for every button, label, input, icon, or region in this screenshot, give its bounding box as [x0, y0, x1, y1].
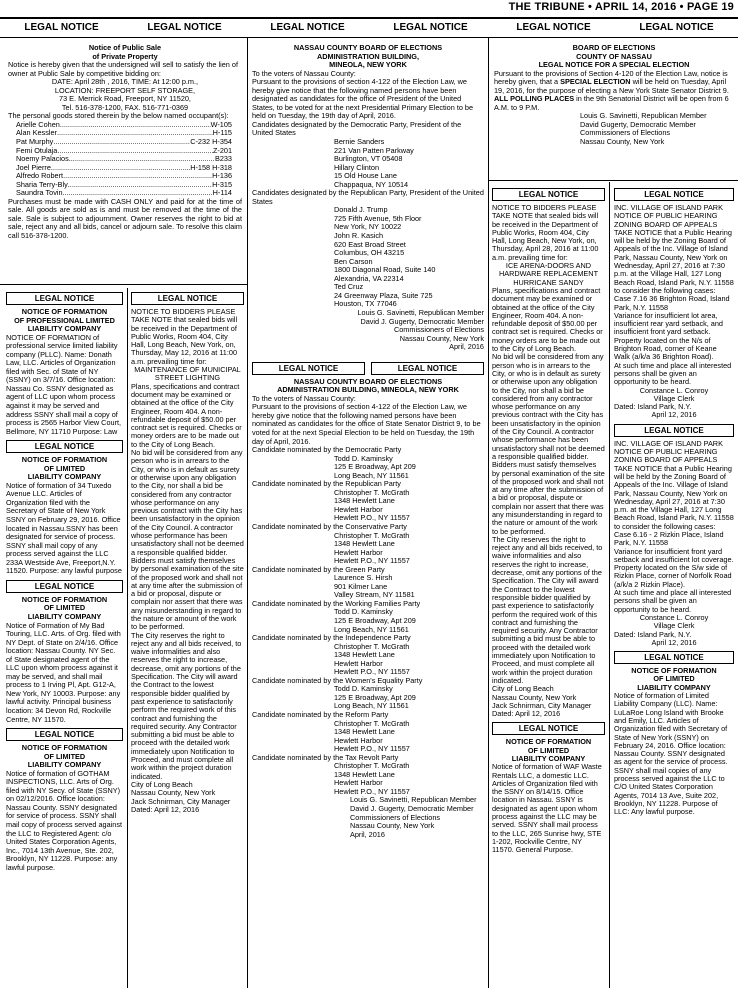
notice-text: Plans, specifications and contract document may be examined or obtained at the office of the City Engineer, Room 404. A non-refundable deposit of $50.00 per contract set is required. Checks or money orders are to be made out to the City of Long Beach. No bid will be considered from any person who is in arrears to the City, or who is in default as surety or otherwise upon any obligation to the City, nor shall a bid be considered from any contractor whose performance on any previous contract with the City has been unsatisfactory in the opinion of the City Council. A contractor whose performance has been unsatisfactory shall not be deemed a responsible qualified bidder. Bidders must satisfy themselves by personal examination of the site of the proposed work and shall not at any time after the submission of a bid or proposal, dispute or complain nor assert that there was any misunderstanding in regard to the nature or amount of the work to be performed. The City reserves the right to reject any and all bids received, to waive informalities and also reserves the right to increase, decrease, omit any portions of the Specification. The City will award the Contract to the lowest responsible bidder qualified by past experience to satisfactorily perform the required work of this contract and furnishing the required security. Any Contractor submitting a bid must be able to proceed with the detailed work immediately upon Notification to Proceed, and must complete all work within the project duration indicated. [131, 381, 244, 781]
notice-text: Candidates designated by the Democratic Party, President of the United States [252, 119, 462, 138]
candidate-address: Christopher T. McGrath 1348 Hewlett Lane Hewlett Harbor Hewlett P.O., NY 11557 [334, 718, 410, 754]
signature-block: Louis G. Savinetti, Republican Member David J. Gugerty, Democratic Member Commissioners of Elections Nassau County, New York April, 2016 [357, 307, 484, 352]
signature-line: Dated: April 12, 2016 [492, 709, 561, 719]
masthead-rule [0, 17, 738, 19]
notice-title: LEGAL NOTICE FOR A SPECIAL ELECTION [538, 60, 690, 70]
signature-block: Constance L. Conroy Village Clerk [639, 612, 709, 631]
party-heading: Candidate nominated by the Democratic Party [252, 445, 402, 455]
section-rule [488, 180, 738, 181]
notice-text: Pursuant to the provisions of section 4-122 of the Election Law, we hereby give notice that the following named persons have been nominated as candidates for the office of State Senator District 9, to be voted for at the next Special Election to be held on Tuesday, the 19th day of April, 2016. [252, 402, 481, 446]
signature-line: Jack Schnirman, City Manager [492, 700, 592, 710]
candidate-address: Christopher T. McGrath 1348 Hewlett Lane Hewlett Harbor Hewlett P.O., NY 11557 [334, 530, 410, 566]
list-item: Noemy Palacios ..... B233 [16, 155, 232, 164]
signature-line: Nassau County, New York [492, 692, 577, 702]
section-rule [0, 284, 247, 285]
notice-title: COUNTY OF NASSAU [576, 51, 652, 61]
notice-line: Tel. 516-378-1200, FAX. 516-771-0369 [61, 102, 189, 112]
legal-notice-header: LEGAL NOTICE [614, 651, 734, 664]
notice-text: INC. VILLAGE OF ISLAND PARK NOTICE OF PUBLIC HEARING ZONING BOARD OF APPEALS TAKE NOTICE that a Public Hearing will be held by the Zoning Board of Appeals of the Inc. Village of Island Park, Nassau County, New York on Wednesday, April 27, 2016 at 7:30 p.m. at the Village Hall, 127 Long Beach Road, Island Park, N.Y. 11558 to consider the following cases: Case 6.16 - 2 Rizkin Place, Island Park, N.Y. 11558 Variance for insufficient front yard setback and insufficient lot coverage. Property located on the S/w side of Rizkin Place, corner of Norfolk Road (a/k/a 2 Rizkin Place). At such time and place all interested persons shall be given an opportunity to be heard. [614, 438, 734, 614]
notice-text: NOTICE OF FORMATION of professional service limited liability company (PLLC). Name: Donath Law, LLC. Articles of Organization filed with Sec. of State of NY (SSNY) on 3/7/16. Office location: Nassau Co. SSNY designated as agent of LLC upon whom process against it may be served and address SSNY shall mail a copy of process is 2565 Harbor View Court, Bellmore, NY 11710 Purpose: Law [6, 332, 122, 436]
notice-text: Notice of Formation of My Bad Touring, LLC. Arts. of Org. filed with NY Dept. of State on 2/4/16. Office location: Nassau County. NY Sec. of State designated agent of the LLC upon whom process against it may be served, and shall mail process to 1 Irving Pl, Apt. G12-A, New York, NY 10003. Purpose: any lawful activity. Principal business location: 34 Devon Rd, Rockville Centre, NY 11570. [6, 620, 121, 724]
section-rule [0, 37, 738, 38]
notice-item: HARDWARE REPLACEMENT [498, 269, 599, 279]
notice-text: Notice of formation of Limited Liability Company (LLC). Name: LuLaRoe Long Island with Brooke and Emily, LLC. Articles of Organization filed with Secretary of State of New York (SSNY) on February 24, 2016. Office location: Nassau County. SSNY designated as agent for the service of process. SSNY shall mail copies of any process served against the LLC to C/O United States Corporation Agents, 7014 13 Ave, Suite 202, Brooklyn, NY 11228. Purpose of LLC: Any lawful purpose. [614, 691, 728, 817]
notice-title: NOTICE OF FORMATION [505, 737, 592, 747]
list-item: Femi Otulaja ..... Z-201 [16, 147, 232, 156]
legal-notice-header-row [252, 358, 484, 378]
list-item: Arielle Cohen ..... W-105 [16, 121, 232, 130]
notice-title: NOTICE OF FORMATION [21, 743, 108, 753]
signature-block: Constance L. Conroy Village Clerk [639, 385, 709, 403]
column-2 [131, 288, 244, 814]
column-divider [609, 182, 610, 988]
notice-title: ADMINISTRATION BUILDING, MINEOLA, NEW YORK [277, 385, 459, 395]
column-3 [252, 44, 484, 839]
notice-title: NASSAU COUNTY BOARD OF ELECTIONS [293, 376, 443, 386]
list-item: Alan Kessler ..... H-115 [16, 129, 232, 138]
section-header: LEGAL NOTICE [270, 22, 345, 33]
candidate-address: Todd D. Kaminsky 125 E Broadway, Apt 209 Long Beach, NY 11561 [334, 453, 416, 480]
section-header: LEGAL NOTICE [393, 22, 468, 33]
notice-line: LOCATION: FREEPORT SELF STORAGE, [54, 85, 196, 95]
party-heading: Candidate nominated by the Independence Party [252, 633, 411, 643]
notice-title: OF LIMITED [653, 674, 695, 684]
candidate-groups [252, 446, 484, 796]
notice-text: To the voters of Nassau County: [252, 68, 356, 78]
signature-line: April 12, 2016 [651, 637, 697, 647]
candidate-list: Bernie Sanders 221 Van Patten Parkway Burlington, VT 05408 Hillary Clinton 15 Old House Lane Chappaqua, NY 10514 [334, 137, 414, 189]
list-item: Sharia Terry-Bly ..... H-315 [16, 181, 232, 190]
notice-text: Notice of formation of GOTHAM INSPECTIONS, LLC. Arts of Org. filed with NY Secy. of State (SSNY) on 02/12/2016. Office location: Nassau County. SSNY designated for service of process. SSNY shall mail copy of process served against the LLC to Registered Agent: c/o United States Corporation Agents, Inc., 7014 13th Avenue, Ste. 202, Brooklyn, NY 11228. Purpose: any lawful purpose. [6, 768, 122, 872]
notice-text: Notice is hereby given that the undersigned will sell to satisfy the lien of owner at Public Sale by competitive bidding on: [8, 60, 238, 78]
notice-text: Plans, specifications and contract document may be examined or obtained at the office of the City Engineer, Room 404. A non-refundable deposit of $50.00 per contract set is required. Checks or money orders are to be made out to the City of Long Beach. No bid will be considered from any person who is in arrears to the City, or who is in default as surety or otherwise upon any obligation to the City, nor shall a bid be considered from any contractor whose performance on any previous contract with the City has been unsatisfactory in the opinion of the City Council. A contractor whose performance has been unsatisfactory shall not be deemed a responsible qualified bidder. Bidders must satisfy themselves by personal examination of the site of the proposed work and shall not at any time after the submission of a bid or proposal, dispute or complain nor assert that there was any misunderstanding in regard to the nature or amount of the work to be performed. The City reserves the right to reject any and all bids received, to waive informalities and also reserves the right to increase, decrease, omit any portions of the Specification. The City will award the Contract to the lowest responsible bidder qualified by past experience to satisfactorily perform the required work of this contract and furnishing the required security. Any Contractor submitting a bid must be able to proceed with the detailed work immediately upon Notification to Proceed, and must complete all work within the project duration indicated. [492, 285, 605, 685]
notice-text: INC. VILLAGE OF ISLAND PARK NOTICE OF PUBLIC HEARING ZONING BOARD OF APPEALS TAKE NOTICE that a Public Hearing will be held by the Zoning Board of Appeals of the Inc. Village of Island Park, Nassau County, New York on Wednesday, April 27, 2016 at 7:30 p.m. at the Village Hall, 127 Long Beach Road, Island Park, N.Y. 11558 to consider the following cases: Case 7.16 36 Brighton Road, Island Park, N.Y. 11558 Variance for insufficient lot area, insufficient rear yard setback, and insufficient front yard setback. Property located on the N/s of Brighton Road, corner of Keane Walk (a/k/a 36 Brighton Road). At such time and place all interested persons shall be given an opportunity to be heard. [614, 203, 734, 387]
list-item: Saundra Tovin ..... H-114 [16, 189, 232, 198]
legal-notice-header: LEGAL NOTICE [6, 580, 123, 593]
notice-text: Candidates designated by the Republican Party, President of the United States [252, 188, 484, 206]
notice-text: NOTICE TO BIDDERS PLEASE TAKE NOTE that sealed bids will be received in the Department of Public Works, Room 404, City Hall, Long Beach, New York, on, Thursday, May 12, 2016 at 11:00 a.m. prevailing time for: [131, 307, 238, 366]
notice-text: Pursuant to the provisions of Section 4-120 of the Election Law, notice is hereby given, that a SPECIAL ELECTION will be held on Tuesday, April 19, 2016, for the purpose of electing a New York State Senator District 9. [494, 68, 729, 95]
notice-title: LIABILITY COMPANY [27, 611, 102, 621]
notice-title: OF LIMITED [527, 745, 570, 755]
legal-notice-header: LEGAL NOTICE [614, 188, 734, 201]
signature-line: City of Long Beach [492, 684, 554, 694]
notice-title: LIABILITY COMPANY [637, 682, 711, 692]
legal-notice-header: LEGAL NOTICE [6, 728, 123, 741]
notice-title: LIABILITY COMPANY [27, 472, 102, 482]
column-divider [127, 288, 128, 988]
legal-notice-header: LEGAL NOTICE [131, 292, 244, 305]
section-headers [0, 20, 738, 36]
signature-line: Dated: Island Park, N.Y. [614, 402, 692, 412]
notice-text: Purchases must be made with CASH ONLY and paid for at the time of sale. All goods are sold as is and must be removed at the time of the sale. Sale is subject to adjournment. Owner reserves the right to bid at sale, reject any and all bids, cancel or adjourn sale. To resolve this claim call 516-378-1200. [8, 196, 242, 241]
occupant-list [8, 121, 242, 198]
signature-block: Louis G. Savinetti, Republican Member David J. Gugerty, Democratic Member Commissioners of Elections Nassau County, New York April, 2016 [350, 795, 477, 839]
party-heading: Candidate nominated by the Republican Party [252, 479, 401, 489]
column-5 [614, 184, 734, 816]
legal-notice-header: LEGAL NOTICE [492, 188, 605, 201]
notice-text: ALL POLLING PLACES in the 9th Senatorial District will be open from 6 A.M. to 9 P.M. [494, 94, 729, 112]
notice-line: 73 E. Merrick Road, Freeport, NY 11520, [59, 94, 191, 104]
legal-notice-header: LEGAL NOTICE [6, 440, 123, 453]
notice-title: NOTICE OF FORMATION [21, 307, 108, 316]
legal-notice-header: LEGAL NOTICE [6, 292, 123, 305]
signature-block: Louis G. Savinetti, Republican Member David Gugerty, Democratic Member Commissioners of Elections Nassau County, New York [580, 111, 707, 147]
notice-text: NOTICE TO BIDDERS PLEASE TAKE NOTE that sealed bids will be received in the Department of Public Works, Room 404, City Hall, Long Beach, New York, on, Thursday, April 28, 2016 at 11:00 a.m. prevailing time for: [492, 203, 599, 262]
notice-subtitle: of Private Property [92, 51, 158, 61]
notice-title: LIABILITY COMPANY [27, 324, 102, 334]
party-heading: Candidate nominated by the Working Families Party [252, 598, 421, 608]
candidate-address: Christopher T. McGrath 1348 Hewlett Lane Hewlett Harbor Hewlett P.O., NY 11557 [334, 761, 410, 796]
column-1 [6, 288, 123, 872]
signature-line: April 12, 2016 [651, 410, 697, 420]
candidate-list: Donald J. Trump 725 Fifth Avenue, 5th Floor New York, NY 10022 John R. Kasich 620 East Broad Street Columbus, OH 43215 Ben Carson 1800 Diagonal Road, Suite 140 Alexandria, VA 22314 Ted Cruz 24 Greenway Plaza, Suite 725 Houston, TX 77046 [334, 205, 436, 309]
party-heading: Candidate nominated by the Women's Equality Party [252, 675, 423, 685]
section-header: LEGAL NOTICE [147, 22, 222, 33]
notice-title: ADMINISTRATION BUILDING, [316, 51, 419, 61]
party-heading: Candidate nominated by the Reform Party [252, 710, 389, 720]
notice-title: Notice of Public Sale [88, 44, 162, 52]
section-header: LEGAL NOTICE [516, 22, 591, 33]
signature-line: Nassau County, New York [131, 788, 216, 798]
notice-item: MAINTENANCE OF MUNICIPAL STREET LIGHTING [134, 365, 241, 383]
masthead-text: THE TRIBUNE • APRIL 14, 2016 • PAGE 19 [508, 1, 734, 13]
list-item: Alfredo Robert ..... H-136 [16, 172, 232, 181]
candidate-address: Laurence S. Hirsh 901 Kilmer Lane Valley Stream, NY 11581 [334, 573, 415, 600]
column-4 [492, 184, 605, 855]
notice-title: BOARD OF ELECTIONS [572, 44, 656, 52]
notice-text: To the voters of Nassau County: [252, 393, 356, 403]
notice-text: Notice of formation of WAF Waste Rentals LLC, a domestic LLC. Articles of Organization filed with the SSNY on 8/14/15. Office location in Nassau. SSNY is designated as agent upon whom process against the LLC may be served. SSNY shall mail process to the LLC, 265 Sunrise hwy, STE 1-202, Rockville Centre, NY 11570. General Purpose. [492, 762, 602, 855]
candidate-address: Todd D. Kaminsky 125 E Broadway, Apt 209 Long Beach, NY 11561 [334, 684, 416, 711]
candidate-address: Todd D. Kaminsky 125 E Broadway, Apt 209 Long Beach, NY 11561 [334, 607, 416, 634]
signature-line: Dated: April 12, 2016 [131, 804, 200, 814]
notice-title: OF LIMITED [43, 751, 86, 761]
notice-text: Pursuant to the provisions of section 4-122 of the Election Law, we hereby give notice that the following named persons have been designated as candidates for the office of President of the United States, to be voted for at the next Presidential Primary Election to be held on Tuesday, the 19th day of April, 2016. [252, 77, 474, 121]
notice-item: ICE ARENA-DOORS AND [505, 261, 592, 271]
candidate-address: Christopher T. McGrath 1348 Hewlett Lane Hewlett Harbor Hewlett P.O., NY 11557 [334, 641, 410, 677]
signature-line: Jack Schnirman, City Manager [131, 796, 231, 806]
list-item: Pat Murphy ..... C-232 H-354 [16, 138, 232, 147]
notice-title: OF PROFESSIONAL LIMITED [14, 315, 115, 325]
legal-notice-header: LEGAL NOTICE [492, 722, 605, 735]
notice-title: OF LIMITED [43, 603, 86, 613]
notice-title: NOTICE OF FORMATION [631, 666, 717, 676]
notice-item: HURRICANE SANDY [513, 277, 584, 287]
legal-notice-header: LEGAL NOTICE [371, 362, 484, 375]
notice-title: MINEOLA, NEW YORK [329, 60, 407, 70]
notice-title: LIABILITY COMPANY [511, 754, 586, 763]
party-heading: Candidate nominated by the Tax Revolt Party [252, 752, 399, 762]
notice-line: DATE: April 28th , 2016, TIME: At 12:00 p.m., [51, 77, 199, 87]
notice-title: NOTICE OF FORMATION [21, 594, 108, 604]
signature-line: Dated: Island Park, N.Y. [614, 629, 692, 639]
signature-line: City of Long Beach [131, 779, 193, 789]
special-election-notice [494, 44, 734, 147]
legal-notice-header: LEGAL NOTICE [614, 424, 734, 437]
party-heading: Candidate nominated by the Conservative Party [252, 521, 407, 531]
notice-text: Notice of formation of 34 Tuxedo Avenue LLC. Articles of Organization filed with the Secretary of State of New York SSNY on February 29, 2016. Office located in Nassau.SSNY has been designated for service of process. SSNY shall mail copy of any process served against the LLC 233A Westside Ave, Freeport,N.Y. 11520. Purpose: any lawful purpose [6, 480, 122, 576]
party-heading: Candidate nominated by the Green Party [252, 564, 385, 574]
notice-text: The personal goods stored therein by the below named occupant(s): [8, 111, 229, 121]
notice-title: NASSAU COUNTY BOARD OF ELECTIONS [293, 44, 443, 52]
notice-title: LIABILITY COMPANY [27, 760, 102, 770]
section-header: LEGAL NOTICE [24, 22, 99, 33]
column-divider [247, 38, 248, 988]
notice-title: OF LIMITED [43, 463, 86, 473]
notice-title: NOTICE OF FORMATION [21, 455, 108, 465]
section-header: LEGAL NOTICE [639, 22, 714, 33]
list-item: Joel Pierre ..... H-158 H-318 [16, 164, 232, 173]
legal-notice-header: LEGAL NOTICE [252, 362, 365, 375]
public-sale-notice [8, 44, 242, 241]
candidate-address: Christopher T. McGrath 1348 Hewlett Lane Hewlett Harbor Hewlett P.O., NY 11557 [334, 487, 410, 523]
masthead [0, 0, 738, 18]
